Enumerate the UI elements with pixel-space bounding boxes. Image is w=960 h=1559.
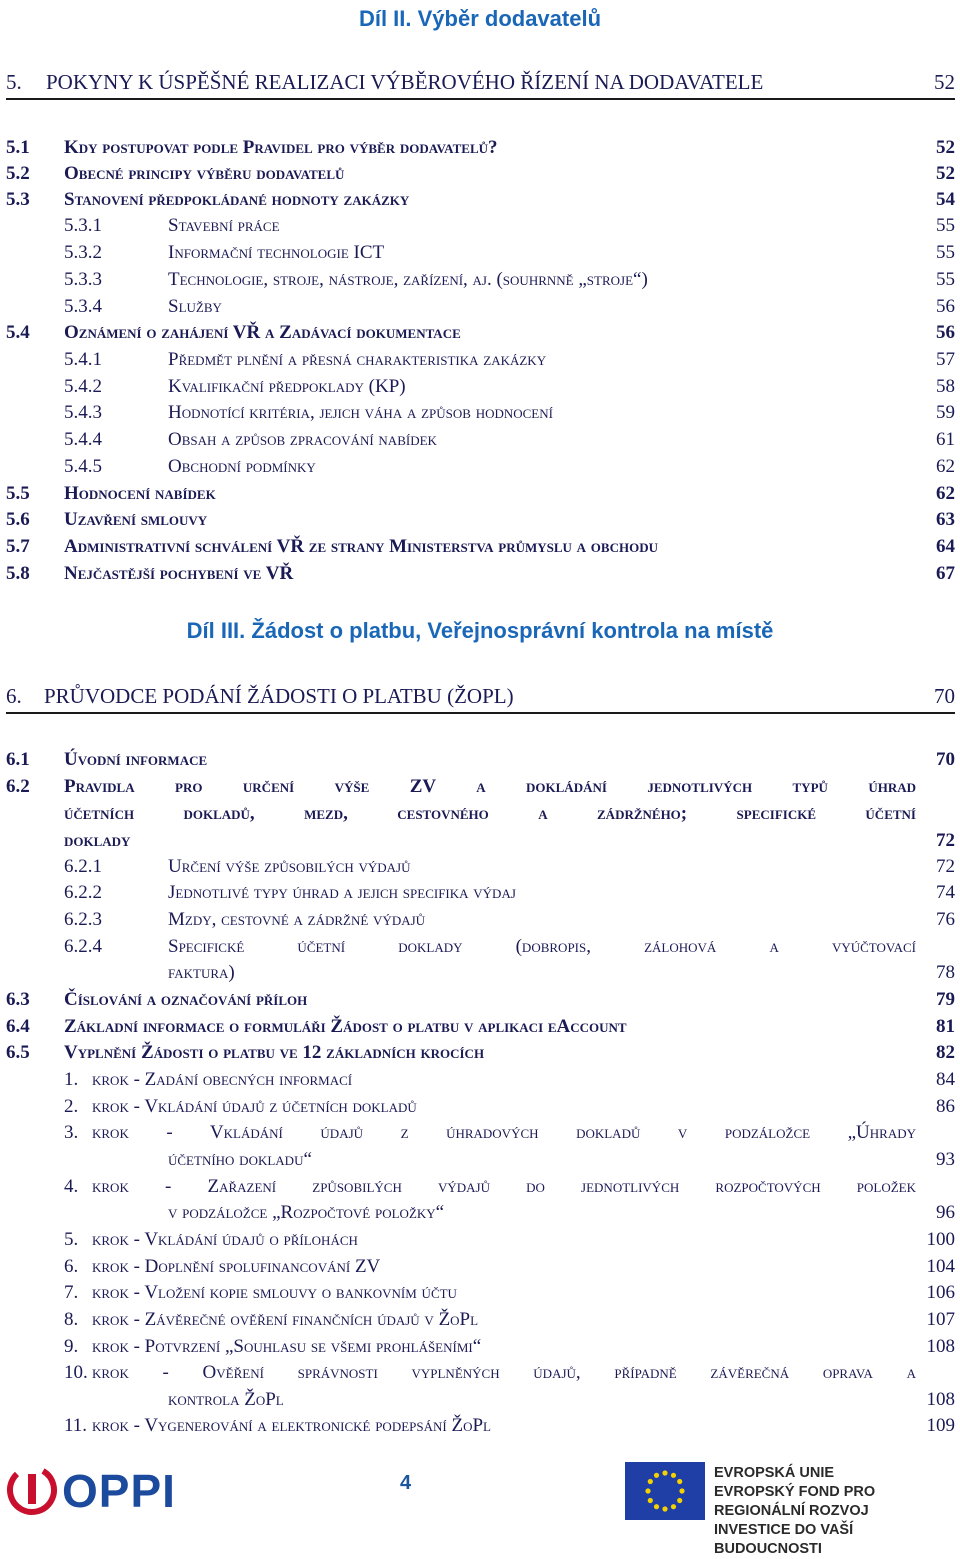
toc-entry[interactable] — [6, 1042, 955, 1066]
toc-step-continuation[interactable] — [6, 1202, 955, 1226]
entry-number: 5.4.4 — [64, 429, 102, 450]
entry-page: 63 — [936, 509, 955, 530]
entry-page: 62 — [936, 456, 955, 477]
entry-number: 5.4.2 — [64, 376, 102, 397]
entry-page: 52 — [936, 163, 955, 184]
toc-entry[interactable] — [6, 137, 955, 161]
toc-entry[interactable] — [6, 856, 955, 880]
chapter-number: 5. — [6, 70, 22, 94]
toc-entry[interactable] — [6, 456, 955, 480]
toc-step[interactable] — [6, 1176, 955, 1200]
toc-entry[interactable] — [6, 536, 955, 560]
entry-page: 93 — [936, 1149, 955, 1170]
entry-page: 61 — [936, 429, 955, 450]
step-title: krok - Doplnění spolufinancování ZV — [92, 1256, 381, 1277]
step-title: krok - Potvrzení „Souhlasu se všemi prohlášeními“ — [92, 1336, 482, 1357]
toc-step-continuation[interactable] — [6, 1389, 955, 1413]
part-title — [0, 618, 960, 644]
entry-number: 6.2.4 — [64, 936, 102, 957]
toc-step[interactable] — [6, 1415, 955, 1439]
toc-step[interactable] — [6, 1309, 955, 1333]
eu-line: INVESTICE DO VAŠÍ BUDOUCNOSTI — [714, 1522, 854, 1557]
entry-title: Určení výše způsobilých výdajů — [168, 856, 411, 877]
entry-page: 108 — [926, 1336, 955, 1357]
toc-entry[interactable] — [6, 376, 955, 400]
entry-title: Základní informace o formuláři Žádost o platbu v aplikaci eAccount — [64, 1016, 627, 1037]
step-title: krok - Zadání obecných informací — [92, 1069, 353, 1090]
entry-page: 74 — [936, 882, 955, 903]
toc-entry[interactable] — [6, 749, 955, 773]
toc-entry[interactable] — [6, 882, 955, 906]
toc-entry[interactable] — [6, 163, 955, 187]
entry-page: 70 — [936, 749, 955, 770]
entry-number: 5.4.5 — [64, 456, 102, 477]
step-number: 11. — [64, 1415, 88, 1436]
entry-number: 5.3.2 — [64, 242, 102, 263]
entry-title: Stavební práce — [168, 215, 280, 236]
entry-page: 58 — [936, 376, 955, 397]
entry-number: 6.2.1 — [64, 856, 102, 877]
step-number: 10. — [64, 1362, 88, 1383]
entry-number: 5.5 — [6, 483, 30, 504]
toc-step[interactable] — [6, 1229, 955, 1253]
step-title: krok - Vložení kopie smlouvy o bankovním účtu — [92, 1282, 457, 1303]
entry-title: Kdy postupovat podle Pravidel pro výběr dodavatelů? — [64, 137, 498, 158]
entry-page: 79 — [936, 989, 955, 1010]
page-number-footer: 4 — [400, 1472, 412, 1494]
entry-number: 5.4 — [6, 322, 30, 343]
entry-title: Hodnotící kritéria, jejich váha a způsob hodnocení — [168, 402, 553, 423]
entry-title: Mzdy, cestovné a zádržné výdajů — [168, 909, 426, 930]
toc-step[interactable] — [6, 1096, 955, 1120]
toc-entry-continuation[interactable] — [6, 830, 955, 854]
toc-entry[interactable] — [6, 242, 955, 266]
step-title: krok - Vkládání údajů o přílohách — [92, 1229, 358, 1250]
chapter-heading[interactable] — [6, 684, 955, 714]
entry-page: 55 — [936, 242, 955, 263]
part-title: Díl II. Výběr dodavatelů — [358, 6, 602, 31]
entry-number: 5.2 — [6, 163, 30, 184]
toc-entry[interactable] — [6, 776, 955, 800]
entry-title: Hodnocení nabídek — [64, 483, 216, 504]
entry-title-line: Pravidla pro určení výše ZV a dokládání jednotlivých typů úhrad — [64, 776, 916, 797]
entry-number: 5.3.4 — [64, 296, 102, 317]
eu-text — [714, 1464, 960, 1559]
entry-number: 5.3.3 — [64, 269, 102, 290]
step-title: krok - Závěrečné ověření finančních údajů v ŽoPl — [92, 1309, 479, 1330]
entry-number: 5.3.1 — [64, 215, 102, 236]
entry-page: 56 — [936, 296, 955, 317]
entry-title-line: účetních dokladů, mezd, cestovného a zádržného; specifické účetní — [64, 803, 916, 824]
entry-page: 86 — [936, 1096, 955, 1117]
entry-number: 6.2.3 — [64, 909, 102, 930]
step-title-line: v podzáložce „Rozpočtové položky“ — [168, 1202, 445, 1223]
toc-step[interactable] — [6, 1282, 955, 1306]
entry-number: 6.2.2 — [64, 882, 102, 903]
chapter-heading[interactable] — [6, 70, 955, 100]
entry-page: 76 — [936, 909, 955, 930]
entry-title-line: faktura) — [168, 962, 235, 983]
entry-number: 5.3 — [6, 189, 30, 210]
eu-line: EVROPSKÁ UNIE — [714, 1465, 835, 1481]
entry-page: 67 — [936, 563, 955, 584]
toc-entry-continuation[interactable] — [6, 803, 955, 827]
step-number: 2. — [64, 1096, 79, 1117]
entry-page: 56 — [936, 322, 955, 343]
entry-title: Obsah a způsob zpracování nabídek — [168, 429, 437, 450]
toc-step[interactable] — [6, 1256, 955, 1280]
step-number: 4. — [64, 1176, 79, 1197]
entry-page: 106 — [926, 1282, 955, 1303]
entry-page: 84 — [936, 1069, 955, 1090]
toc-entry[interactable] — [6, 563, 955, 587]
entry-title: Stanovení předpokládané hodnoty zakázky — [64, 189, 410, 210]
step-number: 6. — [64, 1256, 79, 1277]
step-number: 8. — [64, 1309, 79, 1330]
entry-title: Jednotlivé typy úhrad a jejich specifika výdaj — [168, 882, 516, 903]
eu-line: EVROPSKÝ FOND PRO REGIONÁLNÍ ROZVOJ — [714, 1484, 876, 1519]
entry-title: Služby — [168, 296, 222, 317]
chapter-number: 6. — [6, 684, 22, 708]
entry-title: Obecné principy výběru dodavatelů — [64, 163, 345, 184]
entry-title: Administrativní schválení VŘ ze strany Ministerstva průmyslu a obchodu — [64, 536, 658, 557]
toc-entry[interactable] — [6, 215, 955, 239]
toc-entry[interactable] — [6, 322, 955, 346]
page-number: 52 — [934, 70, 955, 94]
oppi-logo-text: OPPI — [62, 1465, 176, 1517]
oppi-logo-icon — [6, 1462, 58, 1518]
entry-title: Informační technologie ICT — [168, 242, 385, 263]
entry-title: Uzavření smlouvy — [64, 509, 208, 530]
entry-page: 78 — [936, 962, 955, 983]
entry-page: 108 — [926, 1389, 955, 1410]
toc-entry[interactable] — [6, 189, 955, 213]
toc-step[interactable] — [6, 1336, 955, 1360]
step-title-line: krok - Zařazení způsobilých výdajů do jednotlivých rozpočtových položek — [92, 1176, 916, 1197]
page-number: 70 — [934, 684, 955, 708]
entry-title-line: Specifické účetní doklady (dobropis, zálohová a vyúčtovací — [168, 936, 916, 957]
entry-page: 55 — [936, 215, 955, 236]
entry-title: Kvalifikační předpoklady (KP) — [168, 376, 406, 397]
toc-entry[interactable] — [6, 909, 955, 933]
toc-step[interactable] — [6, 1362, 955, 1386]
entry-page: 59 — [936, 402, 955, 423]
entry-title: Oznámení o zahájení VŘ a Zadávací dokumentace — [64, 322, 461, 343]
toc-step-continuation[interactable] — [6, 1149, 955, 1173]
entry-number: 5.1 — [6, 137, 30, 158]
toc-entry-continuation[interactable] — [6, 962, 955, 986]
entry-page: 62 — [936, 483, 955, 504]
step-title-line: kontrola ŽoPl — [168, 1389, 284, 1410]
toc-entry[interactable] — [6, 429, 955, 453]
entry-page: 82 — [936, 1042, 955, 1063]
entry-page: 54 — [936, 189, 955, 210]
entry-number: 6.1 — [6, 749, 30, 770]
entry-number: 6.4 — [6, 1016, 30, 1037]
toc-entry[interactable] — [6, 1016, 955, 1040]
entry-page: 96 — [936, 1202, 955, 1223]
entry-page: 81 — [936, 1016, 955, 1037]
toc-step[interactable] — [6, 1069, 955, 1093]
entry-page: 104 — [926, 1256, 955, 1277]
toc-entry[interactable] — [6, 989, 955, 1013]
entry-page: 57 — [936, 349, 955, 370]
entry-page: 109 — [926, 1415, 955, 1436]
toc-step[interactable] — [6, 1122, 955, 1146]
toc-entry[interactable] — [6, 402, 955, 426]
step-title-line: krok - Vkládání údajů z úhradových dokladů v podzáložce „Úhrady — [92, 1122, 916, 1143]
toc-entry[interactable] — [6, 349, 955, 373]
entry-number: 5.6 — [6, 509, 30, 530]
part-title-text: Díl III. Žádost o platbu, Veřejnosprávní kontrola na místě — [186, 618, 774, 643]
entry-page: 52 — [936, 137, 955, 158]
step-number: 5. — [64, 1229, 79, 1250]
entry-title: Technologie, stroje, nástroje, zařízení, aj. (souhrnně „stroje“) — [168, 269, 648, 290]
eu-flag-icon — [625, 1462, 705, 1520]
step-title: krok - Vkládání údajů z účetních dokladů — [92, 1096, 417, 1117]
entry-number: 6.2 — [6, 776, 30, 797]
entry-title: Vyplnění Žádosti o platbu ve 12 základních krocích — [64, 1042, 485, 1063]
step-number: 7. — [64, 1282, 79, 1303]
toc-entry[interactable] — [6, 483, 955, 507]
entry-page: 55 — [936, 269, 955, 290]
entry-title: Nejčastější pochybení ve VŘ — [64, 563, 294, 584]
step-title: krok - Vygenerování a elektronické podepsání ŽoPl — [92, 1415, 491, 1436]
step-title-line: účetního dokladu“ — [168, 1149, 312, 1170]
entry-page: 107 — [926, 1309, 955, 1330]
toc-entry[interactable] — [6, 269, 955, 293]
toc-entry[interactable] — [6, 296, 955, 320]
toc-entry[interactable] — [6, 509, 955, 533]
entry-number: 5.8 — [6, 563, 30, 584]
entry-page: 64 — [936, 536, 955, 557]
chapter-title: PRŮVODCE PODÁNÍ ŽÁDOSTI O PLATBU (ŽOPL) — [44, 684, 514, 708]
chapter-title: POKYNY K ÚSPĚŠNÉ REALIZACI VÝBĚROVÉHO ŘÍZENÍ NA DODAVATELE — [46, 70, 764, 94]
entry-title: Úvodní informace — [64, 749, 208, 770]
step-number: 9. — [64, 1336, 79, 1357]
toc-entry[interactable] — [6, 936, 955, 960]
entry-number: 5.7 — [6, 536, 30, 557]
entry-title: Číslování a označování příloh — [64, 989, 308, 1010]
entry-title: Předmět plnění a přesná charakteristika zakázky — [168, 349, 547, 370]
step-number: 3. — [64, 1122, 79, 1143]
entry-number: 6.5 — [6, 1042, 30, 1063]
entry-number: 6.3 — [6, 989, 30, 1010]
entry-page: 72 — [936, 856, 955, 877]
entry-title-line: doklady — [64, 830, 131, 851]
step-number: 1. — [64, 1069, 79, 1090]
entry-number: 5.4.1 — [64, 349, 102, 370]
entry-page: 100 — [926, 1229, 955, 1250]
entry-number: 5.4.3 — [64, 402, 102, 423]
step-title-line: krok - Ověření správnosti vyplněných údajů, případně závěrečná oprava a — [92, 1362, 916, 1383]
entry-page: 72 — [936, 830, 955, 851]
entry-title: Obchodní podmínky — [168, 456, 316, 477]
